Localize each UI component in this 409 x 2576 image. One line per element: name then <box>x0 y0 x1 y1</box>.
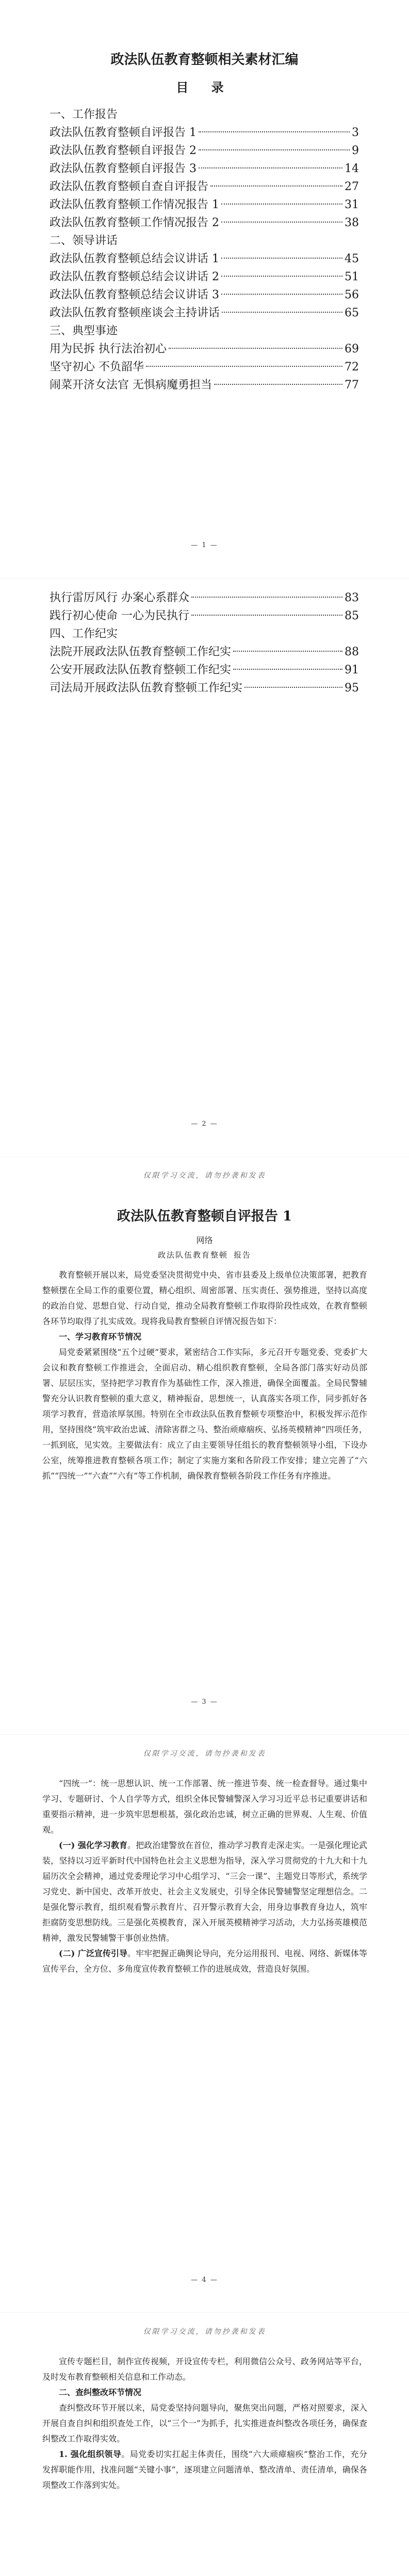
toc-leader-dots <box>214 384 342 385</box>
report-title: 政法队伍教育整顿自评报告 1 <box>117 1209 292 1224</box>
toc-leader-dots <box>221 294 342 295</box>
toc-heading-block <box>0 77 409 95</box>
table-of-contents <box>50 106 359 394</box>
toc-entry-page: 91 <box>345 664 359 676</box>
report-body <box>42 1776 367 1977</box>
toc-entry-page: 9 <box>352 144 359 157</box>
toc-entry-title: 践行初心使命 一心为民执行 <box>50 609 189 622</box>
toc-entry-title: 执行雷厉风行 办案心系群众 <box>50 591 189 604</box>
toc-leader-dots <box>146 366 342 367</box>
toc-entry-page: 95 <box>345 682 359 694</box>
compilation-title-block <box>0 49 409 68</box>
toc-entry-page: 27 <box>345 180 359 193</box>
toc-leader-dots <box>222 312 342 313</box>
toc-leader-dots <box>221 204 342 205</box>
toc-entry[interactable] <box>50 268 359 286</box>
toc-entry-page: 56 <box>345 289 359 301</box>
page-1 <box>0 0 409 578</box>
report-body <box>42 2354 367 2493</box>
toc-entry-title: 政法队伍教育整顿总结会议讲话 2 <box>50 270 219 283</box>
toc-entry-title: 坚守初心 不负韶华 <box>50 361 144 374</box>
toc-leader-dots <box>191 615 342 616</box>
toc-entry-page: 85 <box>345 609 359 622</box>
toc-leader-dots <box>221 222 342 223</box>
toc-section-heading: 二、领导讲话 <box>50 234 118 247</box>
page-number: — 4 — <box>191 2276 218 2284</box>
compilation-title: 政法队伍教育整顿相关素材汇编 <box>110 52 299 67</box>
toc-entry-title: 政法队伍教育整顿自评报告 2 <box>50 144 197 157</box>
toc-section-heading: 四、工作纪实 <box>50 628 118 640</box>
paragraph: 查纠整改环节开展以来，局党委坚持问题导向，聚焦突出问题，严格对照要求，深入开展自查自纠和组织查处工作，以“三个一”为抓手，扎实推进查纠整改各项任务，确保查纠整改工作取得实效。 <box>42 2403 367 2444</box>
toc-entry-title: 闹菜开济女法官 无惧病魔勇担当 <box>50 379 212 392</box>
paragraph-text: 。牢牢把握正确舆论导向，充分运用报刊、电视、网络、新媒体等宣传平台，全方位、多角度宣传教育整顿工作的进展成效，营造良好氛围。 <box>42 1948 367 1974</box>
toc-entry[interactable] <box>50 142 359 160</box>
report-subtitle: 政法队伍教育整顿 报告 <box>157 1250 252 1260</box>
toc-entry-title: 用为民拆 执行法治初心 <box>50 343 167 355</box>
toc-entry[interactable] <box>50 250 359 268</box>
paragraph-text: 。局党委切实扛起主体责任，围绕“六大顽瘴痼疾”整治工作，充分发挥职能作用，找准问题“关键小事”，逐项建立问题清单、整改清单、责任清单，确保各项整改工作落到实处。 <box>42 2449 367 2490</box>
page-5 <box>0 2312 409 2576</box>
toc-leader-dots <box>169 348 342 349</box>
section-heading: 一、学习教育环节情况 <box>59 1332 142 1342</box>
toc-entry[interactable] <box>50 340 359 358</box>
page-number: — 3 — <box>191 1698 218 1706</box>
toc-entry[interactable] <box>50 661 359 679</box>
paragraph-text: 。把政治建警放在首位，推动学习教育走深走实。一是强化理论武装，坚持以习近平新时代中国特色社会主义思想为指导，深入学习贯彻党的十九大和十九届历次全会精神，通过党委理论学习中心组学习、“三会一课”、主题党日等形式，系统学习党史、新中国史、改革开放史、社会主义发展史，引导全体民警辅警坚定理想信念。二是强化警示教育，组织观看警示教育片、召开警示教育大会，用身边事教育身边人，筑牢拒腐防变思想防线。三是强化英模教育，深入开展英模精神学习活动，大力弘扬英雄模范精神，激发民警辅警干事创业热情。 <box>42 1840 367 1943</box>
toc-leader-dots <box>244 687 342 688</box>
section-heading: 二、查纠整改环节情况 <box>59 2387 142 2397</box>
paragraph: 局党委紧紧围绕“五个过硬”要求，紧密结合工作实际，多元召开专题党委、党委扩大会议和教育整顿工作推进会，全面启动、精心组织教育整顿，全局各部门落实好动员部署、层层压实，坚持把学习教育作为基础性工作，深入推进，确保全面覆盖。全局民警辅警充分认识教育整顿的重大意义，精神振奋，思想统一，认真落实各项工作，同步抓好各项学习教育，营造浓厚氛围。特别在全市政法队伍教育整顿专项整治中，积极发挥示范作用，坚持围绕“筑牢政治忠诚、清除害群之马、整治顽瘴痼疾、弘扬英模精神”四项任务，一抓到底，见实效。主要做法有：成立了由主要领导任组长的教育整顿领导小组，下设办公室，统筹推进教育整顿各项工作；制定了实施方案和各阶段工作安排；建立完善了“六抓”“四统一”“六查”“六有”等工作机制，确保教育整顿各阶段工作任务有序推进。 <box>42 1347 367 1481</box>
toc-entry-title: 公安开展政法队伍教育整顿工作纪实 <box>50 664 232 676</box>
header-note: 仅限学习交流，请勿抄袭和发表 <box>143 2328 266 2336</box>
toc-entry[interactable] <box>50 304 359 322</box>
toc-entry-page: 72 <box>345 361 359 374</box>
toc-entry-title: 政法队伍教育整顿座谈会主持讲话 <box>50 307 220 319</box>
paragraph: 教育整顿开展以来，局党委坚决贯彻党中央、省市县委及上级单位决策部署，把教育整顿摆在全局工作的重要位置，精心组织、周密部署、压实责任、强势推进，坚持以高度的政治自觉、思想自觉、行动自觉，推动全局教育整顿工作取得阶段性成效，在教育整顿各环节均取得了扎实成效。现将我局教育整顿自评情况报告如下： <box>42 1270 367 1326</box>
paragraph: 宣传专题栏目，制作宣传视频，开设宣传专栏，利用微信公众号、政务网站等平台，及时发布教育整顿相关信息和工作动态。 <box>42 2357 367 2382</box>
page-3 <box>0 1156 409 1735</box>
toc-entry-title: 政法队伍教育整顿自查自评报告 <box>50 180 209 193</box>
toc-entry[interactable] <box>50 679 359 697</box>
toc-entry-title: 政法队伍教育整顿自评报告 3 <box>50 162 197 175</box>
toc-heading: 目 录 <box>176 80 233 95</box>
toc-entry[interactable] <box>50 160 359 178</box>
toc-entry-title: 政法队伍教育整顿总结会议讲话 3 <box>50 289 219 301</box>
toc-leader-dots <box>199 167 342 168</box>
toc-entry-page: 65 <box>345 307 359 319</box>
toc-section-heading: 一、工作报告 <box>50 108 118 121</box>
header-note: 仅限学习交流，请勿抄袭和发表 <box>143 1750 266 1758</box>
paragraph: “四统一”：统一思想认识、统一工作部署、统一推进节奏、统一检查督导。通过集中学习、专题研讨、个人自学等方式，组织全体民警辅警深入学习习近平总书记重要讲话和重要指示精神，进一步筑牢思想根基，强化政治忠诚，树立正确的世界观、人生观、价值观。 <box>42 1778 367 1835</box>
toc-leader-dots <box>191 597 342 598</box>
page-number: — 2 — <box>191 1120 218 1128</box>
toc-entry-page: 69 <box>345 343 359 355</box>
toc-entry-page: 45 <box>345 252 359 265</box>
toc-entry-page: 88 <box>345 646 359 658</box>
paragraph-lead: (一) 强化学习教育 <box>59 1840 128 1850</box>
paragraph <box>42 1946 367 1977</box>
toc-entry-title: 政法队伍教育整顿自评报告 1 <box>50 126 197 139</box>
toc-leader-dots <box>210 185 342 187</box>
paragraph <box>42 2447 367 2493</box>
toc-entry-page: 3 <box>352 126 359 139</box>
toc-leader-dots <box>233 669 342 670</box>
toc-entry[interactable] <box>50 124 359 142</box>
toc-entry[interactable] <box>50 286 359 304</box>
toc-leader-dots <box>221 258 342 259</box>
toc-entry-page: 51 <box>345 270 359 283</box>
toc-entry-page: 83 <box>345 591 359 604</box>
header-note: 仅限学习交流，请勿抄袭和发表 <box>143 1172 266 1180</box>
table-of-contents-continued <box>50 589 359 697</box>
toc-entry[interactable] <box>50 376 359 394</box>
paragraph-lead: 1. 强化组织领导 <box>59 2449 122 2459</box>
report-author: 网络 <box>196 1235 213 1245</box>
toc-leader-dots <box>199 131 350 132</box>
toc-leader-dots <box>233 651 342 652</box>
report-body <box>42 1267 367 1484</box>
toc-entry[interactable] <box>50 589 359 607</box>
toc-leader-dots <box>199 149 350 150</box>
toc-entry-title: 法院开展政法队伍教育整顿工作纪实 <box>50 646 232 658</box>
toc-entry-page: 14 <box>345 162 359 175</box>
toc-leader-dots <box>221 276 342 277</box>
toc-entry-title: 司法局开展政法队伍教育整顿工作纪实 <box>50 682 243 694</box>
toc-entry-title: 政法队伍教育整顿工作情况报告 1 <box>50 198 219 211</box>
paragraph-lead: (二) 广泛宣传引导 <box>59 1948 128 1958</box>
toc-entry[interactable] <box>50 214 359 232</box>
toc-entry[interactable] <box>50 178 359 196</box>
paragraph <box>42 1838 367 1946</box>
toc-entry[interactable] <box>50 643 359 661</box>
toc-entry-title: 政法队伍教育整顿工作情况报告 2 <box>50 216 219 229</box>
page-4 <box>0 1734 409 2313</box>
page-2 <box>0 578 409 1157</box>
toc-entry-title: 政法队伍教育整顿总结会议讲话 1 <box>50 252 219 265</box>
toc-entry-page: 31 <box>345 198 359 211</box>
toc-section-heading: 三、典型事迹 <box>50 325 118 337</box>
toc-entry-page: 38 <box>345 216 359 229</box>
toc-entry[interactable] <box>50 607 359 625</box>
toc-entry[interactable] <box>50 196 359 214</box>
toc-entry[interactable] <box>50 358 359 376</box>
toc-entry-page: 77 <box>345 379 359 392</box>
page-number: — 1 — <box>191 541 218 549</box>
